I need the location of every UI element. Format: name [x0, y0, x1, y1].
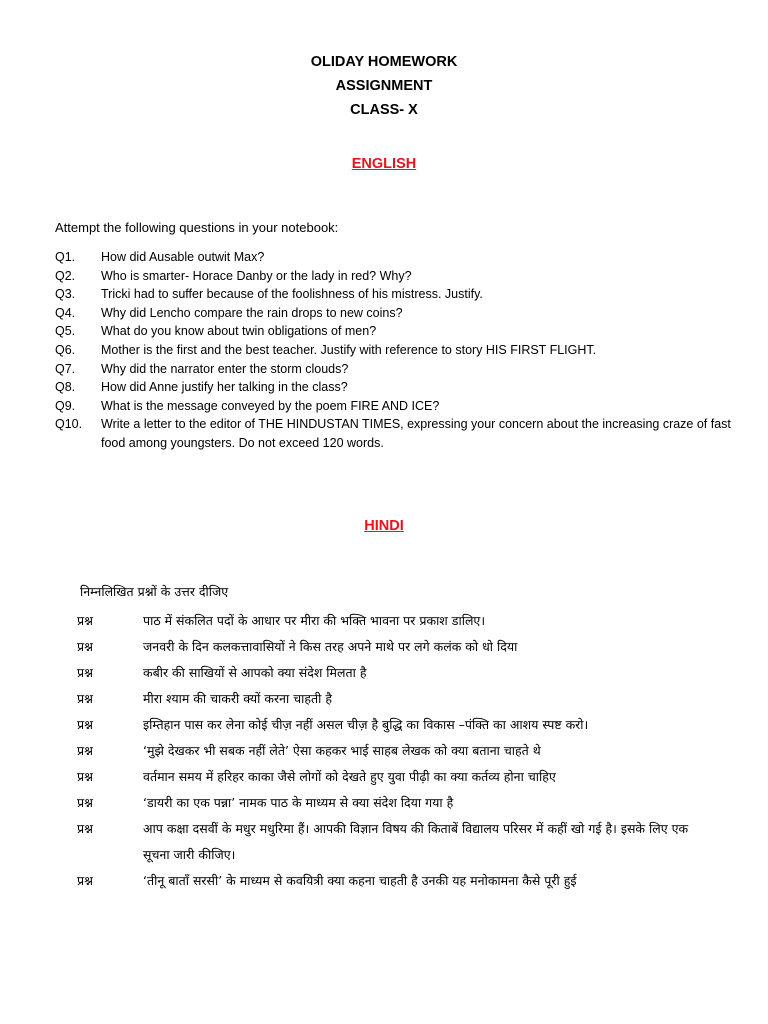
english-question	[55, 248, 735, 267]
question-text: Write a letter to the editor of THE HINDUSTAN TIMES, expressing your concern about the increasing craze of fast food among youngsters. Do not exceed 120 words.	[101, 417, 731, 450]
hindi-question	[77, 764, 717, 790]
question-text: Who is smarter- Horace Danby or the lady in red? Why?	[101, 268, 412, 283]
english-question	[55, 322, 735, 341]
english-question	[55, 397, 735, 416]
english-question	[55, 285, 735, 304]
english-question	[55, 378, 735, 397]
english-question	[55, 341, 735, 360]
question-label: प्रश्न	[77, 665, 93, 680]
document-title-class: CLASS- X	[350, 102, 418, 118]
document-title-line1: OLIDAY HOMEWORK	[310, 54, 458, 70]
question-label: प्रश्न	[77, 639, 93, 654]
question-text: How did Ausable outwit Max?	[101, 250, 265, 264]
question-label: प्रश्न	[77, 769, 93, 784]
question-text: ‘डायरी का एक पन्ना’ नामक पाठ के माध्यम से क्या संदेश दिया गया है	[143, 795, 454, 810]
question-number: Q1.	[55, 250, 76, 264]
hindi-question	[77, 608, 717, 634]
hindi-heading: HINDI	[364, 518, 404, 534]
question-number: Q2.	[55, 268, 76, 283]
question-label: प्रश्न	[77, 613, 93, 628]
question-text: Mother is the first and the best teacher. Justify with reference to story HIS FIRST FLIGHT.	[101, 342, 597, 357]
question-text: मीरा श्याम की चाकरी क्यों करना चाहती है	[143, 691, 332, 706]
hindi-question	[77, 660, 717, 686]
question-text: इम्तिहान पास कर लेना कोई चीज़ नहीं असल चीज़ है बुद्धि का विकास –पंक्ति का आशय स्पष्ट करो।	[143, 717, 589, 732]
hindi-question	[77, 816, 717, 868]
question-number: Q5.	[55, 324, 76, 339]
question-text: What do you know about twin obligations of men?	[101, 324, 377, 339]
hindi-question	[77, 634, 717, 660]
question-number: Q7.	[55, 361, 76, 376]
question-number: Q4.	[55, 305, 76, 320]
question-number: Q6.	[55, 342, 76, 357]
question-label: प्रश्न	[77, 691, 93, 706]
question-text: What is the message conveyed by the poem FIRE AND ICE?	[101, 398, 440, 413]
question-label: प्रश्न	[77, 795, 93, 810]
english-instructions: Attempt the following questions in your notebook:	[55, 220, 339, 235]
question-label: प्रश्न	[77, 873, 93, 888]
hindi-question	[77, 790, 717, 816]
question-number: Q3.	[55, 287, 76, 302]
hindi-question	[77, 712, 717, 738]
hindi-question	[77, 686, 717, 712]
question-text: Why did Lencho compare the rain drops to new coins?	[101, 305, 403, 320]
question-text: कबीर की साखियों से आपको क्या संदेश मिलता है	[143, 665, 367, 680]
question-number: Q10.	[55, 417, 83, 432]
question-number: Q8.	[55, 380, 76, 395]
hindi-question	[77, 738, 717, 764]
question-text: आप कक्षा दसवीं के मधुर मधुरिमा हैं। आपकी विज्ञान विषय की किताबें विद्यालय परिसर में कहीं खो गई है। इसके लिए एक सूचना जारी कीजिए।	[143, 821, 689, 862]
hindi-question	[77, 868, 717, 894]
question-label: प्रश्न	[77, 821, 93, 836]
hindi-question-list	[77, 608, 717, 894]
english-question	[55, 267, 735, 286]
hindi-instructions: निम्नलिखित प्रश्नों के उत्तर दीजिए	[80, 584, 229, 599]
english-question	[55, 415, 735, 452]
english-heading: ENGLISH	[351, 156, 417, 172]
question-number: Q9.	[55, 398, 76, 413]
question-label: प्रश्न	[77, 743, 93, 758]
question-text: Tricki had to suffer because of the foolishness of his mistress. Justify.	[101, 287, 483, 302]
question-label: प्रश्न	[77, 717, 93, 732]
english-question	[55, 360, 735, 379]
question-text: How did Anne justify her talking in the class?	[101, 380, 348, 395]
question-text: जनवरी के दिन कलकत्तावासियों ने किस तरह अपने माथे पर लगे कलंक को धो दिया	[143, 639, 518, 654]
question-text: Why did the narrator enter the storm clouds?	[101, 361, 349, 376]
english-question	[55, 304, 735, 323]
question-text: ‘तीनू बाताँ सरसी’ के माध्यम से कवयित्री क्या कहना चाहती है उनकी यह मनोकामना कैसे पूरी हुई	[143, 873, 577, 888]
question-text: ‘मुझे देखकर भी सबक नहीं लेते’ ऐसा कहकर भाई साहब लेखक को क्या बताना चाहते थे	[143, 743, 541, 758]
question-text: वर्तमान समय में हरिहर काका जैसे लोगों को देखते हुए युवा पीढ़ी का क्या कर्तव्य होना चाहिए	[143, 769, 556, 784]
question-text: पाठ में संकलित पदों के आधार पर मीरा की भक्ति भावना पर प्रकाश डालिए।	[143, 613, 486, 628]
document-title-line2: ASSIGNMENT	[335, 78, 433, 94]
english-question-list	[55, 248, 735, 453]
